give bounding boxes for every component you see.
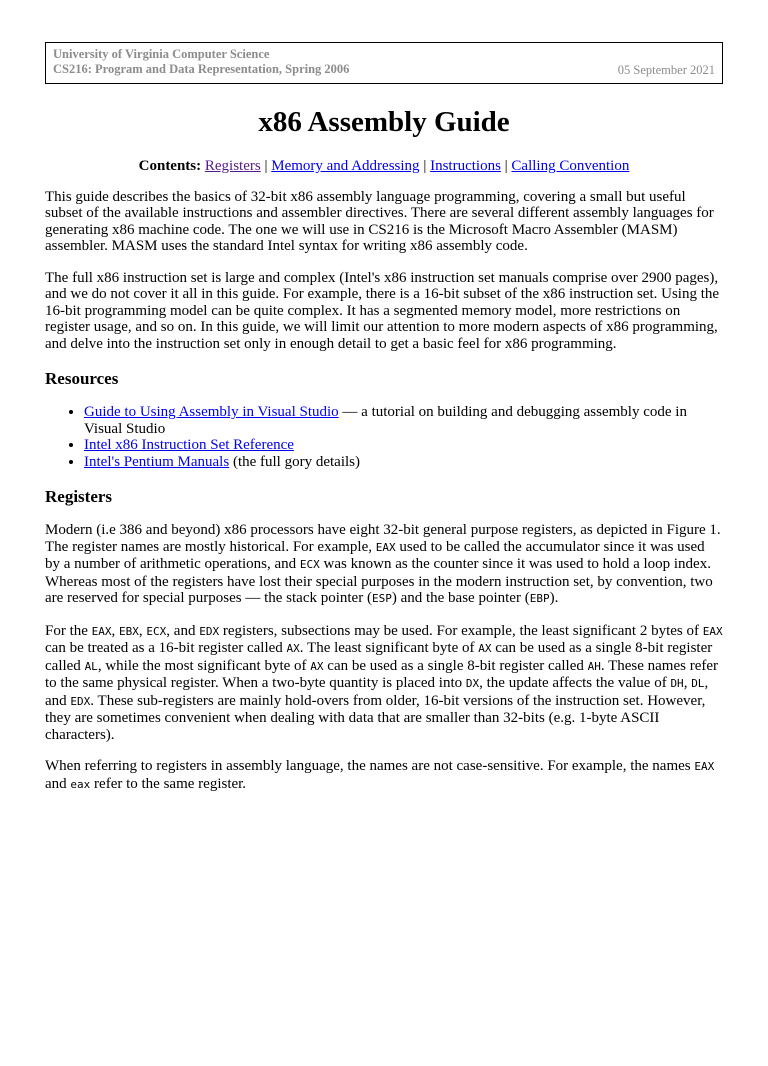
registers-paragraph-3: When referring to registers in assembly language, the names are not case-sensitive. For example, the names EAX and eax refer to the same register. [45,758,715,792]
contents-link-instructions[interactable]: Instructions [430,158,501,174]
register-name-code: AL [84,659,98,673]
register-name-code: EDX [199,624,220,638]
resources-list [45,404,723,470]
intro-paragraph-2: The full x86 instruction set is large and complex (Intel's x86 instruction set manuals comprise over 2900 pages), and we do not cover it all in this guide. For example, there is a 16-bit subset of the x86 instruction set. Using the 16-bit programming model can be quite complex. It has a segmented memory model, more restrictions on register usage, and so on. In this guide, we will limit our attention to more modern aspects of x86 programming, and delve into the instruction set only in enough detail to get a basic feel for x86 programming. [45,269,720,352]
register-name-code: EAX [702,624,723,638]
register-name-code: AX [478,642,492,655]
register-name-code: DH [670,677,684,690]
header-date: 05 September 2021 [617,63,715,77]
contents-link-registers[interactable]: Registers [204,158,261,174]
register-name-code: EDX [70,694,91,708]
register-name-code: EAX [694,760,715,773]
register-name-code: EAX [375,540,396,554]
resource-link-pentium-manuals[interactable]: Intel's Pentium Manuals [84,453,230,470]
register-name-code: ESP [371,592,392,605]
register-name-code: AX [310,659,324,673]
resource-item [84,404,723,437]
resource-item [84,454,723,471]
registers-paragraph-1: Modern (i.e 386 and beyond) x86 processors have eight 32-bit general purpose registers, as depicted in Figure 1. The register names are mostly historical. For example, EAX used to be called the accumulator since it was used by a number of arithmetic operations, and ECX was known as the counter since it was used to hold a loop index. Whereas most of the registers have lost their special purposes in the modern instruction set, by convention, two are reserved for special purposes — the stack pointer (ESP) and the base pointer (EBP). [45,522,721,606]
course-header-box [45,42,723,84]
resource-description: (the full gory details) [229,453,360,470]
page-title: x86 Assembly Guide [258,106,510,138]
registers-heading: Registers [45,487,113,506]
resource-description: — a tutorial on building and debugging assembly code in Visual Studio [84,404,687,437]
contents-separator: | [504,158,512,174]
header-university: University of Virginia Computer Science [53,47,270,61]
intro-paragraph-1: This guide describes the basics of 32-bit x86 assembly language programming, covering a small but useful subset of the available instructions and assembler directives. There are several different assembly languages for generating x86 machine code. The one we will use in CS216 is the Microsoft Macro Assembler (MASM) assembler. MASM uses the standard Intel syntax for writing x86 assembly code. [45,188,714,254]
register-name-code: DL [691,677,705,690]
register-name-code: EAX [91,624,112,638]
registers-paragraph-2: For the EAX, EBX, ECX, and EDX registers, subsections may be used. For example, the least significant 2 bytes of EAX can be treated as a 16-bit register called AX. The least significant byte of AX can be used as a single 8-bit register called AL, while the most significant byte of AX can be used as a single 8-bit register called AH. These names refer to the same physical register. When a two-byte quantity is placed into DX, the update affects the value of DH, DL, and EDX. These sub-registers are mainly hold-overs from older, 16-bit versions of the instruction set. However, they are sometimes convenient when dealing with data that are smaller than 32-bits (e.g. 1-byte ASCII characters). [45,622,723,743]
register-name-code: EBP [529,592,550,605]
contents-nav [45,158,723,175]
header-course: CS216: Program and Data Representation, Spring 2006 [53,62,350,76]
register-name-code: EBX [119,624,139,638]
contents-separator: | [264,158,272,174]
register-name-code: ECX [146,624,167,638]
register-name-code: ECX [299,558,320,571]
register-name-code: DX [465,677,480,690]
resources-heading: Resources [45,369,119,388]
resource-item [84,437,723,454]
register-name-code: AX [286,642,300,655]
register-name-code: eax [70,777,91,791]
contents-separator: | [423,158,431,174]
resource-link-visual-studio-guide[interactable]: Guide to Using Assembly in Visual Studio [84,404,339,420]
contents-link-memory[interactable]: Memory and Addressing [271,158,420,174]
document-page [0,42,768,1066]
contents-link-calling-convention[interactable]: Calling Convention [511,158,630,174]
contents-label: Contents: [138,158,202,174]
resource-link-instruction-set-reference[interactable]: Intel x86 Instruction Set Reference [84,437,294,453]
register-name-code: AH [587,659,601,673]
